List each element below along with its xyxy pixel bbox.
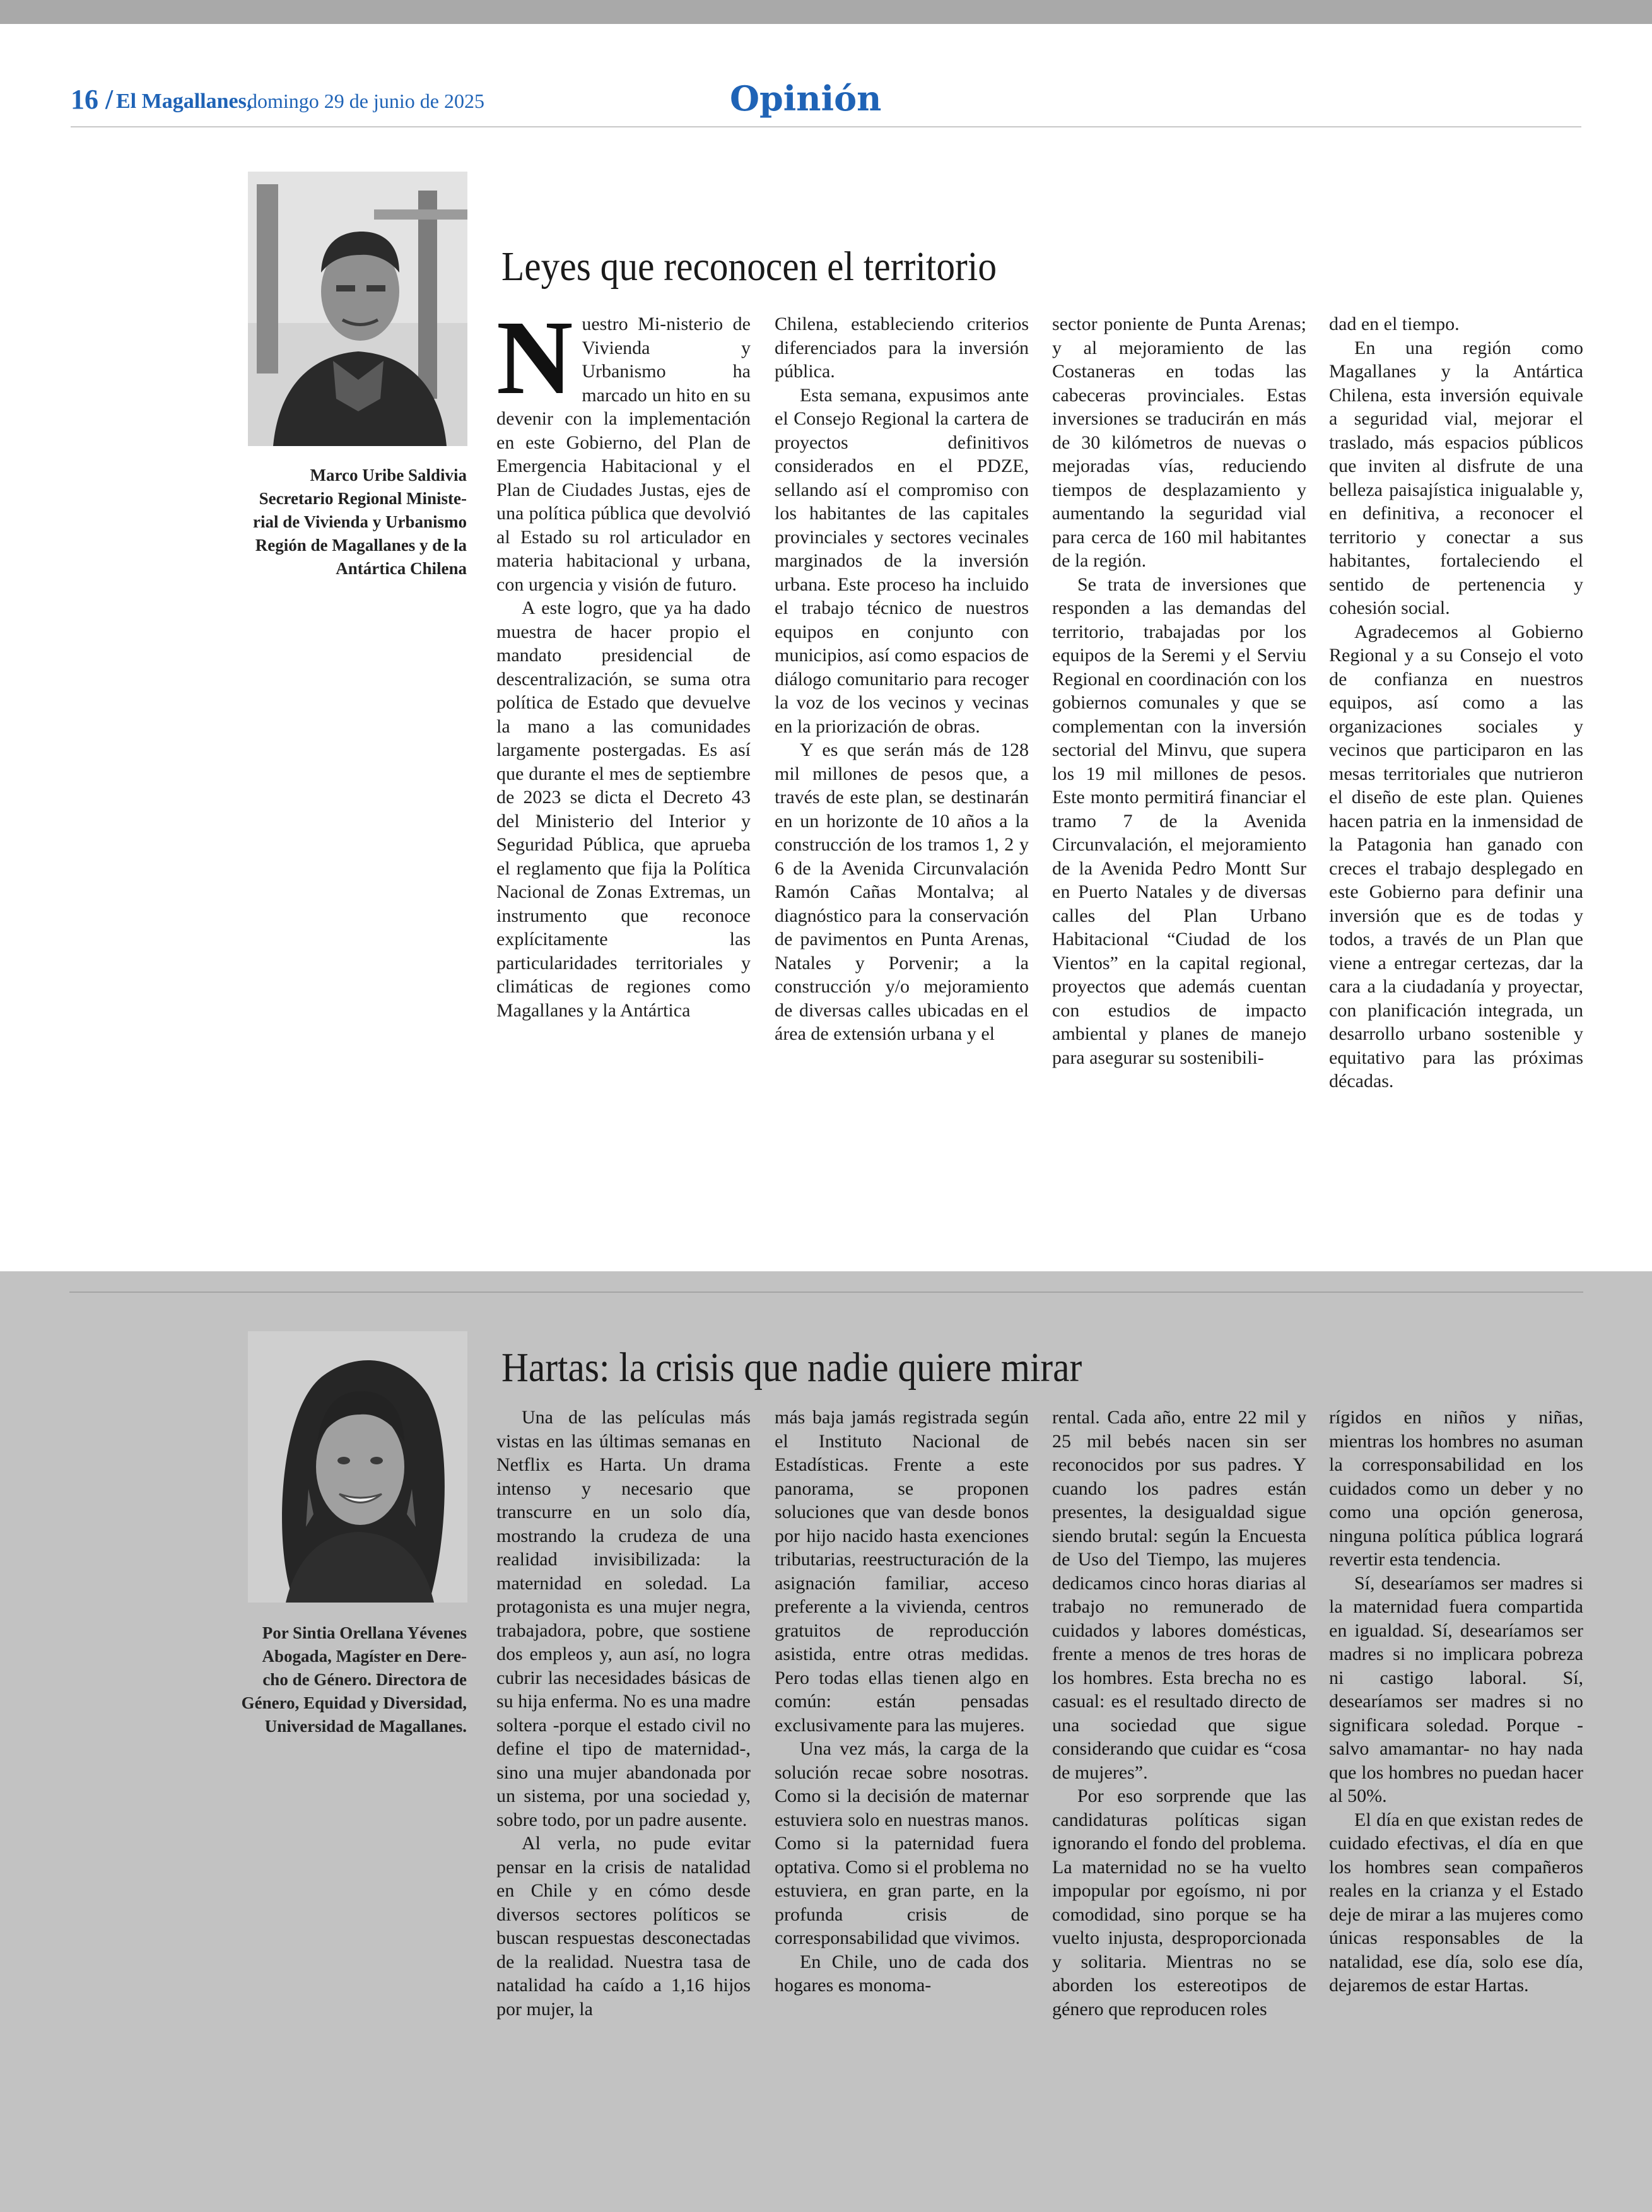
newspaper-name: El Magallanes, [116,90,252,113]
article-column [775,1406,1029,1997]
paragraph: dad en el tiempo. [1329,314,1460,334]
paragraph: A este logro, que ya ha dado muestra de hacer propio el mandato presidencial de descentralización, se suma otra política de Estado que devuelve la mano a las comunidades largamente postergadas. Es así que durante el mes de septiembre de 2023 se dicta el Decreto 43 del Ministerio del Interior y Seguridad Pública, que aprueba el reglamento que fija la Política Nacional de Zonas Extremas, un instrumento que reconoce explícitamente las particularidades territoriales y climáticas de regiones como Magallanes y la Antártica [496,597,751,1021]
article-column [496,1406,751,2021]
paragraph: uestro Mi-nisterio de Vivienda y Urbanismo ha marcado un hito en su devenir con la implementación en este Gobierno, del Plan de Emergencia Habitacional y el Plan de Ciudades Justas, ejes de una política pública que devolvió al Estado su rol articulador en materia habitacional y urbana, con urgencia y visión de futuro. [496,314,751,595]
paragraph: En Chile, uno de cada dos hogares es monoma- [775,1951,1029,1996]
author-role-line: Abogada, Magíster en Dere- [262,1647,467,1666]
author-role-line: Región de Magallanes y de la [255,536,467,555]
paragraph: Agradecemos al Gobierno Regional y a su Consejo el voto de confianza en nuestros equipos, así como a las organizaciones sociales y vecinos que participaron en las mesas territoriales que nutrieron el diseño de este plan. Quienes hacen patria en la inmensidad de la Patagonia han ganado con creces el trabajo desplegado en este Gobierno para definir una inversión que es de todas y todos, a través de un Plan que viene a entregar certezas, dar la cara a la ciudadanía y proyectar, con planificación integrada, un desarrollo urbano sostenible y equitativo para las próximas décadas. [1329,621,1583,1091]
author-block [189,1621,467,1738]
top-band [0,0,1652,24]
paragraph: más baja jamás registrada según el Instituto Nacional de Estadísticas. Frente a este panorama, se proponen soluciones que van desde bonos por hijo nacido hasta exenciones tributarias, reestructuración de la asignación familiar, acceso preferente a la vivienda, centros gratuitos de reproducción asistida, entre otras medidas. Pero todas ellas tienen algo en común: están pensadas exclusivamente para las mujeres. [775,1407,1029,1736]
article-column [1052,312,1306,1069]
article-column [1329,1406,1583,1997]
article-column [496,299,751,1022]
author-block [189,464,467,580]
author-role-line: rial de Vivienda y Urbanismo [252,512,467,531]
paragraph: rental. Cada año, entre 22 mil y 25 mil bebés nacen sin ser reconocidos por sus padres. Y cuando los padres están presentes, la desigualdad sigue siendo brutal: según la Encuesta de Uso del Tiempo, las mujeres dedicamos cinco horas diarias al trabajo no remunerado de cuidados y labores domésticas, frente a menos de tres horas de los hombres. Esta brecha no es casual: es el resultado directo de una sociedad que sigue considerando que cuidar es “cosa de mujeres”. [1052,1407,1306,1783]
page-header [71,78,1581,127]
paragraph: Por eso sorprende que las candidaturas políticas sigan ignorando el fondo del problema. La maternidad no se ha vuelto impopular por egoísmo, ni por comodidad, sino porque se ha vuelto injusta, desproporcionada y solitaria. Mientras no se aborden los estereotipos de género que reproducen roles [1052,1785,1306,2020]
paragraph: El día en que existan redes de cuidado efectivas, el día en que los hombres sean compañeros reales en la crianza y el Estado deje de mirar a las mujeres como únicas responsables de la natalidad, ese día, solo ese día, dejaremos de estar Hartas. [1329,1809,1583,1996]
paragraph: sector poniente de Punta Arenas; y al mejoramiento de las Costaneras en todas las cabeceras provinciales. Estas inversiones se traducirán en más de 30 kilómetros de nuevas o mejoradas vías, reduciendo tiempos de desplazamiento y aumentando la seguridad vial para cerca de 160 mil habitantes de la región. [1052,314,1306,571]
author-name: Marco Uribe Saldivia [310,466,467,485]
paragraph: Se trata de inversiones que responden a las demandas del territorio, trabajadas por los equipos de la Seremi y el Serviu Regional en coordinación con los gobiernos comunales y que se complementan con la inversión sectorial del Minvu, que supera los 19 mil millones de pesos. Este monto permitirá financiar el tramo 7 de la Avenida Circunvalación, el mejoramiento de la Avenida Pedro Montt Sur en Puerto Natales y de diversas calles del Plan Urbano Habitacional “Ciudad de los Vientos” en la capital regional, proyectos que además cuentan con estudios de impacto ambiental y planes de manejo para asegurar su sostenibili- [1052,574,1306,1068]
issue-date: domingo 29 de junio de 2025 [247,90,484,112]
author-portrait-woman-icon [248,1331,467,1603]
paragraph: En una región como Magallanes y la Antártica Chilena, esta inversión equivale a seguridad vial, mejorar el traslado, más espacios públicos que inviten al disfrute de una belleza paisajística inigualable y, en definitiva, a reconocer el territorio y conectar a sus habitantes, fortaleciendo el sentido de pertenencia y cohesión social. [1329,337,1583,618]
section-title: Opinión [730,78,882,119]
author-role-line: Secretario Regional Ministe- [259,489,467,508]
paragraph: Chilena, estableciendo criterios diferenciados para la inversión pública. [775,314,1029,382]
paragraph: Sí, desearíamos ser madres si la maternidad fuera compartida en igualdad. Sí, desearíamos ser madres si no implicara pobreza ni castigo laboral. Sí, desearíamos ser madres si no significara soledad. Porque -salvo amamantar- no hay nada que los hombres no puedan hacer al 50%. [1329,1572,1583,1806]
paragraph: Al verla, no pude evitar pensar en la crisis de natalidad en Chile y en cómo desde diversos sectores políticos se buscan respuestas desconectadas de la realidad. Nuestra tasa de natalidad ha caído a 1,16 hijos por mujer, la [496,1833,751,2020]
author-role-line: Universidad de Magallanes. [264,1717,467,1736]
article-column [1052,1406,1306,2021]
paragraph: rígidos en niños y niñas, mientras los hombres no asuman la corresponsabilidad en los cuidados como un deber y no como una opción generosa, ninguna política pública logrará revertir esta tendencia. [1329,1407,1583,1570]
author-photo-woman [248,1331,467,1603]
paragraph: Y es que serán más de 128 mil millones de pesos que, a través de este plan, se destinarán en un horizonte de 10 años a la construcción de los tramos 1, 2 y 6 de la Avenida Circunvalación Ramón Cañas Montalva; al diagnóstico para la conservación de pavimentos en Punta Arenas, Natales y Porvenir; a la construcción y/o mejoramiento de diversas calles ubicadas en el área de extensión urbana y el [775,739,1029,1044]
headline: Leyes que reconocen el territorio [501,244,997,290]
author-portrait-man-icon [248,172,467,446]
paragraph: Una de las películas más vistas en las últimas semanas en Netflix es Harta. Un drama intenso y necesario que transcurre en un solo día, mostrando la crudeza de una realidad invisibilizada: la maternidad en soledad. La protagonista es una mujer negra, trabajadora, pobre, que sostiene dos empleos y, aun así, no logra cubrir las necesidades básicas de su hija enferma. No es una madre soltera -porque el estado civil no define el tipo de maternidad-, sino una mujer abandonada por un sistema, por una sociedad y, sobre todo, por un padre ausente. [496,1407,751,1830]
headline: Hartas: la crisis que nadie quiere mirar [501,1344,1082,1391]
author-photo-man [248,172,467,446]
author-role-line: Género, Equidad y Diversidad, [241,1693,467,1712]
author-role-line: cho de Género. Directora de [262,1670,467,1689]
author-name: Por Sintia Orellana Yévenes [262,1623,467,1642]
paragraph: Esta semana, expusimos ante el Consejo Regional la cartera de proyectos definitivos considerados en el PDZE, sellando así el compromiso con los habitantes de las capitales provinciales y sectores vecinales marginados de la inversión urbana. Este proceso ha incluido el trabajo técnico de nuestros equipos en conjunto con municipios, así como espacios de diálogo comunitario para recoger la voz de los vecinos y vecinas en la priorización de obras. [775,384,1029,737]
author-role-line: Antártica Chilena [336,559,467,578]
article-column [775,312,1029,1046]
drop-cap: N [496,299,573,416]
page-number: 16 / [71,84,114,115]
paragraph: Una vez más, la carga de la solución recae sobre nosotras. Como si la decisión de maternar estuviera solo en nuestras manos. Como si la paternidad fuera optativa. Como si el problema no estuviera, en gran parte, en la profunda crisis de corresponsabilidad que vivimos. [775,1738,1029,1948]
divider [69,1291,1583,1293]
article-column [1329,312,1583,1093]
